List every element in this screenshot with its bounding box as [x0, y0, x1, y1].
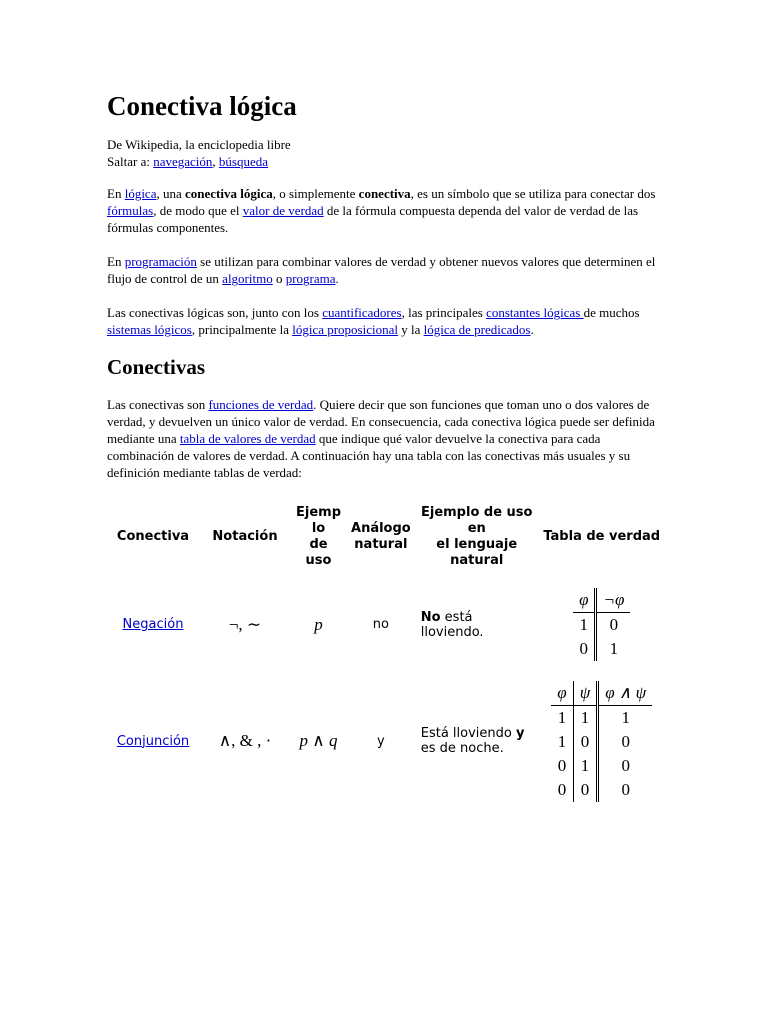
link-algoritmo[interactable]: algoritmo — [222, 271, 273, 287]
truth-table-conjuncion: φ ψ φ ∧ ψ 1 1 1 1 0 0 0 1 0 0 0 0 — [551, 681, 652, 802]
link-tabla-de-valores-de-verdad[interactable]: tabla de valores de verdad — [179, 430, 316, 446]
link-cuantificadores[interactable]: cuantificadores — [322, 305, 402, 321]
cell-sentence: Está lloviendo y es de noche. — [420, 726, 525, 757]
link-valor-de-verdad[interactable]: valor de verdad — [242, 203, 324, 219]
article — [107, 90, 667, 806]
header-tabla-verdad: Tabla de verdad — [543, 528, 661, 544]
cell-notation: ∧, & , · — [218, 731, 272, 751]
connectives-table — [107, 501, 666, 806]
quantifiers-paragraph: Las conectivas lógicas son, junto con los cuantificadores, las principales constantes lógicas de muchos sistemas lógicos, principalmente la lógica proposicional y la lógica de predicados. — [107, 305, 640, 338]
link-negacion[interactable]: Negación — [122, 617, 184, 633]
link-logica-de-predicados[interactable]: lógica de predicados — [423, 322, 531, 338]
link-programa[interactable]: programa — [285, 271, 336, 287]
link-sistemas-logicos[interactable]: sistemas lógicos — [107, 322, 192, 338]
link-formulas[interactable]: fórmulas — [107, 203, 154, 219]
programming-paragraph: En programación se utilizan para combinar valores de verdad y obtener nuevos valores que determinen el flujo de control de un algoritmo o programa. — [107, 254, 656, 287]
header-conectiva: Conectiva — [116, 528, 190, 544]
cell-truth-table — [538, 573, 666, 677]
cell-example: p — [314, 614, 323, 634]
link-busqueda[interactable]: búsqueda — [218, 154, 269, 170]
section-heading: Conectivas — [107, 355, 205, 380]
page-title: Conectiva lógica — [107, 91, 297, 121]
truth-table-negacion: φ ¬φ 1 0 0 1 — [573, 588, 630, 661]
cell-connective — [107, 573, 199, 677]
link-constantes-logicas[interactable]: constantes lógicas — [486, 305, 584, 321]
cell-connective — [107, 677, 199, 806]
link-navegacion[interactable]: navegación — [153, 154, 213, 170]
table-row — [107, 573, 666, 677]
header-ejemplo: Ejemp lo de uso — [296, 504, 342, 568]
intro-paragraph: En lógica, una conectiva lógica, o simplemente conectiva, es un símbolo que se utiliza para conectar dos fórmulas, de modo que el valor de verdad de la fórmula compuesta dependa del valor de verdad de las fórmulas componentes. — [107, 186, 656, 236]
link-conjuncion[interactable]: Conjunción — [116, 733, 190, 749]
header-analogo: Análogo natural — [351, 520, 411, 552]
link-programacion[interactable]: programación — [124, 254, 197, 270]
cell-analog: no — [372, 617, 389, 633]
header-ejemplo-lenguaje: Ejemplo de uso en el lenguaje natural — [420, 504, 533, 568]
header-notacion: Notación — [212, 528, 278, 544]
link-funciones-de-verdad[interactable]: funciones de verdad — [208, 396, 314, 412]
site-subtitle: De Wikipedia, la enciclopedia libre Saltar a: navegación, búsqueda — [107, 137, 291, 170]
table-header-row — [107, 501, 666, 573]
link-logica[interactable]: lógica — [124, 186, 157, 202]
connectives-paragraph: Las conectivas son funciones de verdad. Quiere decir que son funciones que toman uno o dos valores de verdad, y devuelven un único valor de verdad. En consecuencia, cada conectiva lógica puede ser definida mediante una tabla de valores de verdad que indique qué valor devuelve la conectiva para cada combinación de valores de verdad. A continuación hay una tabla con las conectivas más usuales y su definición mediante tablas de verdad: — [107, 396, 655, 480]
cell-example: p ∧ q — [299, 731, 338, 751]
cell-analog: y — [377, 733, 385, 749]
link-logica-proposicional[interactable]: lógica proposicional — [292, 322, 398, 338]
table-row — [107, 677, 666, 806]
cell-truth-table — [538, 677, 666, 806]
cell-notation: ¬, ∼ — [228, 614, 262, 634]
cell-sentence: No está lloviendo. — [420, 609, 484, 640]
